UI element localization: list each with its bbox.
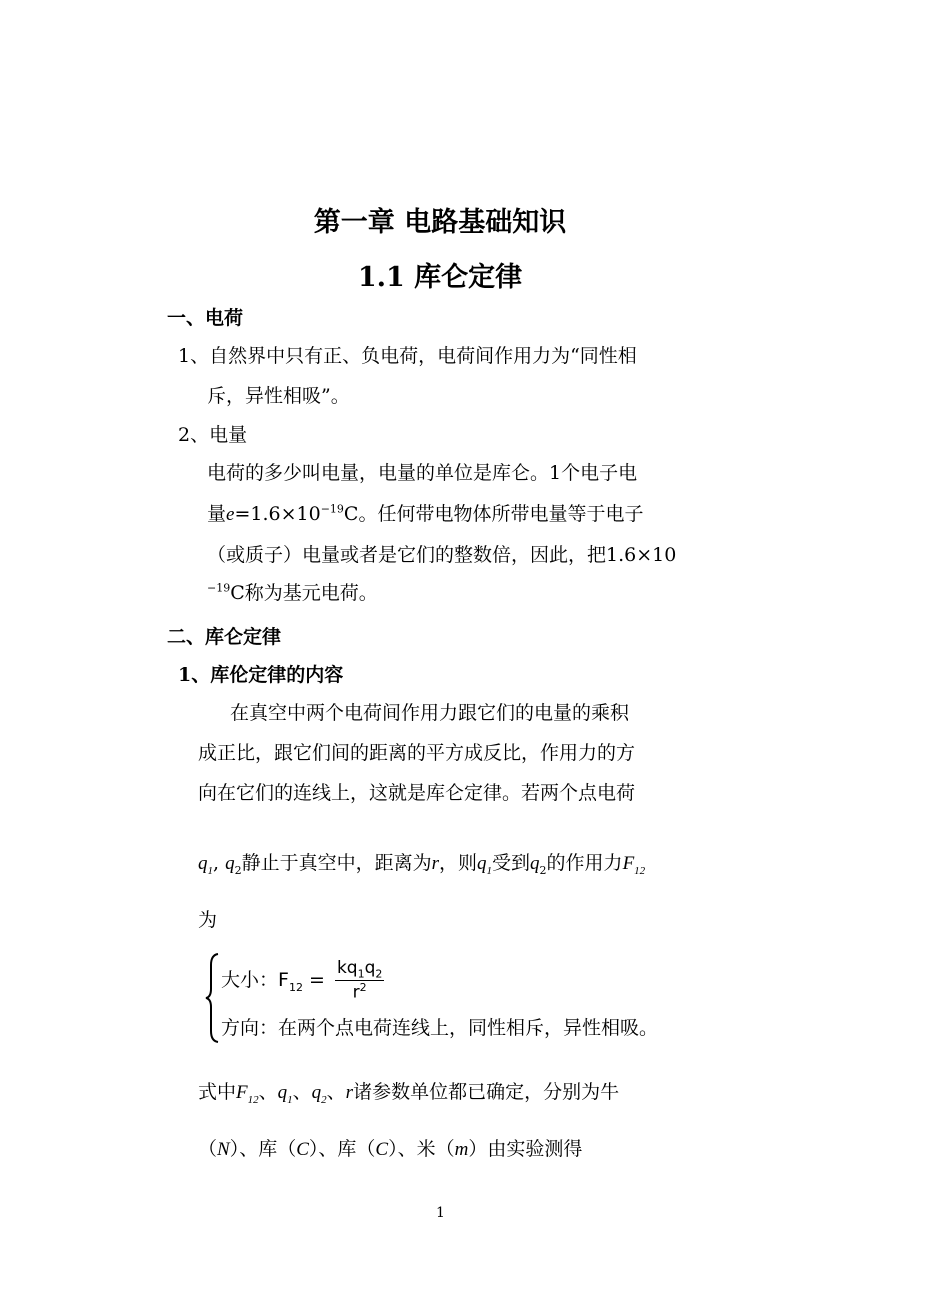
units-line2: （N）、库（C）、库（C）、米（m）由实验测得 [198,1138,583,1160]
item2-line3: （或质子）电量或者是它们的整数倍，因此，把1.6×10 [207,544,677,566]
item1-line1: 1、自然界中只有正、负电荷，电荷间作用力为“同性相 [178,345,637,367]
item2-line2: 量$e=1.6\times 10^{-19}C$。任何带电物体所带电量等于电子 [207,502,644,525]
chapter-title: 第一章 电路基础知识 [313,207,567,238]
formula-brace [205,953,219,1043]
subheading-law-content: 1、库伦定律的内容 [178,664,344,686]
item2-line1: 电荷的多少叫电量，电量的单位是库仑。1个电子电 [207,462,638,484]
units-line1: 式中$F_{12}$、$q_1$、$q_2$、r诸参数单位都已确定，分别为牛 [198,1081,620,1106]
heading-charge: 一、电荷 [167,307,244,329]
section-title: 1.1 库仑定律 [357,262,523,293]
para-line2: 成正比，跟它们间的距离的平方成反比，作用力的方 [198,742,636,764]
item2-label: 2、电量 [178,424,248,446]
para-line1: 在真空中两个电荷间作用力跟它们的电量的乘积 [230,702,630,724]
item1-line2: 斥，异性相吸”。 [207,385,350,407]
formula-fraction: $\frac{kq_1q_2}{r^2}$ [336,958,383,1004]
para-line4: $q_1$, $q_2$静止于真空中，距离为r，则$q_1$受到$q_2$的作用力$F_{12}$ [198,852,646,877]
formula-direction: 方向：在两个点电荷连线上，同性相斥，异性相吸。 [221,1017,659,1039]
formula-magnitude: 大小：$F_{12}$ = $\frac{kq_1q_2}{r^2}$ [221,958,383,1004]
para-line3: 向在它们的连线上，这就是库仑定律。若两个点电荷 [198,782,636,804]
page-number: 1 [436,1205,445,1221]
item2-line4: $^{-19}$C称为基元电荷。 [207,581,378,604]
heading-coulomb-law: 二、库仑定律 [167,626,282,648]
para-line5: 为 [198,909,218,931]
